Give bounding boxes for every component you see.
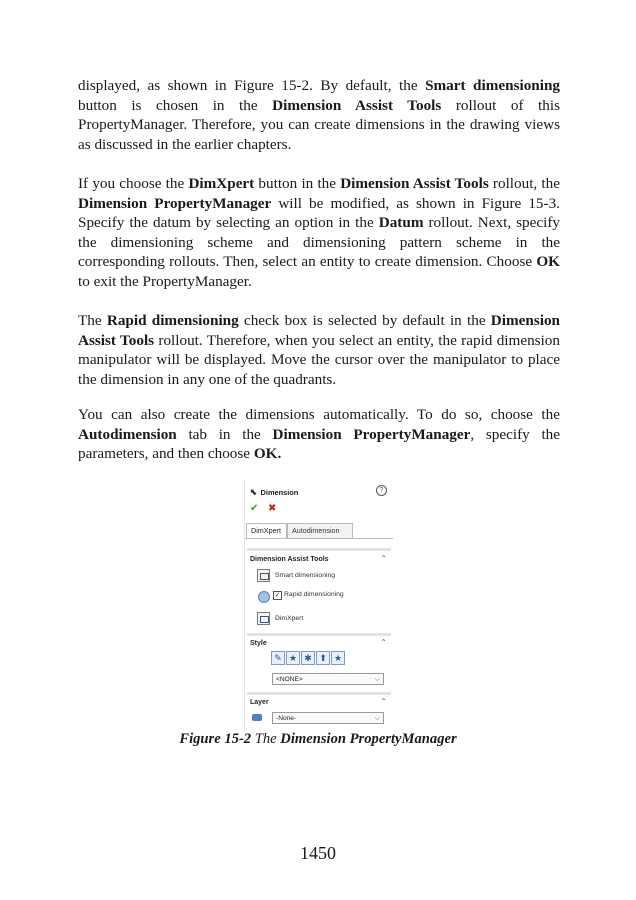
apply-style-icon[interactable]: ✎ bbox=[271, 651, 285, 665]
chevron-up-icon[interactable]: ⌃ bbox=[380, 697, 387, 706]
divider bbox=[247, 548, 391, 551]
rapid-dimension-icon bbox=[258, 591, 270, 603]
bold-term: Dimension PropertyManager bbox=[78, 194, 272, 212]
dimension-icon: ⬉ bbox=[250, 487, 258, 497]
text-run: rollout of this PropertyManager. Therefore, you can create dimensions in the drawing views as discussed in the earlier chapters. bbox=[78, 96, 560, 153]
caption-name: Dimension PropertyManager bbox=[280, 731, 457, 747]
text-run: button in the bbox=[254, 175, 341, 192]
text-run: displayed, as shown in Figure 15-2. By default, the bbox=[78, 77, 426, 94]
text-run: rollout. Next, specify the dimensioning scheme and dimensioning pattern scheme in the corresponding rollouts. Then, select an entity to create dimension. Choose bbox=[78, 214, 560, 271]
text-run: button is chosen in the bbox=[78, 96, 273, 114]
layer-dropdown[interactable] bbox=[272, 712, 384, 724]
bold-term: Dimension Assist Tools bbox=[78, 312, 560, 349]
bold-term: OK bbox=[536, 253, 560, 271]
text-run: , specify the parameters, and then choose bbox=[78, 425, 560, 463]
rapid-dimensioning-checkbox[interactable]: ✓ bbox=[274, 592, 281, 599]
divider bbox=[247, 633, 391, 636]
divider bbox=[247, 692, 391, 695]
style-dropdown-value: <NONE> bbox=[276, 676, 303, 683]
help-icon[interactable]: ? bbox=[376, 485, 387, 496]
figure-caption bbox=[0, 731, 636, 748]
bold-term: Dimension Assist Tools bbox=[340, 175, 489, 192]
rapid-dimensioning-label: Rapid dimensioning bbox=[284, 591, 344, 598]
chevron-up-icon[interactable]: ⌃ bbox=[380, 638, 387, 647]
save-style-icon[interactable]: ⬆ bbox=[316, 651, 330, 665]
panel-title bbox=[250, 487, 298, 498]
layer-dropdown-value: -None- bbox=[276, 715, 297, 722]
assist-rollout-title[interactable]: Dimension Assist Tools bbox=[250, 556, 329, 563]
text-run: rollout, the bbox=[488, 175, 560, 192]
style-rollout-title[interactable]: Style bbox=[250, 640, 267, 647]
paragraph-4 bbox=[78, 405, 560, 464]
add-style-icon[interactable]: ★ bbox=[286, 651, 300, 665]
smart-dimensioning-label: Smart dimensioning bbox=[275, 572, 336, 579]
page-number: 1450 bbox=[300, 843, 336, 863]
paragraph-1 bbox=[78, 76, 560, 154]
bold-term: OK. bbox=[253, 445, 282, 463]
cancel-icon[interactable]: ✖ bbox=[268, 503, 277, 514]
bold-term: Datum bbox=[378, 214, 424, 232]
delete-style-icon[interactable]: ✱ bbox=[301, 651, 315, 665]
dimxpert-button[interactable] bbox=[257, 612, 270, 625]
load-style-icon[interactable]: ★ bbox=[331, 651, 345, 665]
panel-title-text: Dimension bbox=[260, 488, 299, 497]
text-run: check box is selected by default in the bbox=[238, 312, 491, 329]
layer-rollout-title[interactable]: Layer bbox=[250, 699, 269, 706]
chevron-down-icon: ⌵ bbox=[374, 715, 380, 722]
bold-term: Dimension PropertyManager bbox=[272, 425, 471, 443]
text-run: tab in the bbox=[176, 425, 273, 443]
bold-term: DimXpert bbox=[188, 175, 255, 192]
bold-term: Smart dimensioning bbox=[425, 77, 560, 94]
text-run: The bbox=[78, 312, 107, 329]
paragraph-2 bbox=[78, 174, 560, 292]
bold-term: Dimension Assist Tools bbox=[272, 96, 442, 114]
smart-dimensioning-button[interactable] bbox=[257, 569, 270, 582]
text-run: If you choose the bbox=[78, 175, 189, 192]
tab-bar bbox=[245, 523, 393, 539]
text-run: will be modified, as shown in Figure 15-3. Specify the datum by selecting an option in the bbox=[78, 194, 560, 232]
ok-icon[interactable]: ✔ bbox=[250, 503, 259, 514]
text-run: rollout. Therefore, when you select an entity, the rapid dimension manipulator will be displayed. Move the cursor over the manipulator to place the dimension in any one of the quadrants. bbox=[78, 331, 560, 388]
chevron-down-icon: ⌵ bbox=[374, 676, 380, 683]
dimension-propertymanager-figure bbox=[244, 479, 393, 729]
tab-autodimension[interactable]: Autodimension bbox=[287, 523, 353, 538]
caption-label: Figure 15-2 bbox=[179, 731, 252, 747]
tab-dimxpert[interactable]: DimXpert bbox=[246, 523, 287, 538]
text-run: to exit the PropertyManager. bbox=[78, 272, 252, 290]
layer-icon bbox=[252, 714, 262, 721]
style-dropdown[interactable] bbox=[272, 673, 384, 685]
text-run: You can also create the dimensions automatically. To do so, choose the bbox=[78, 406, 560, 423]
dimxpert-label: DimXpert bbox=[275, 615, 304, 622]
caption-text: The bbox=[251, 731, 281, 747]
bold-term: Autodimension bbox=[78, 425, 177, 443]
chevron-up-icon[interactable]: ⌃ bbox=[380, 554, 387, 563]
bold-term: Rapid dimensioning bbox=[106, 312, 239, 329]
paragraph-3 bbox=[78, 311, 560, 389]
